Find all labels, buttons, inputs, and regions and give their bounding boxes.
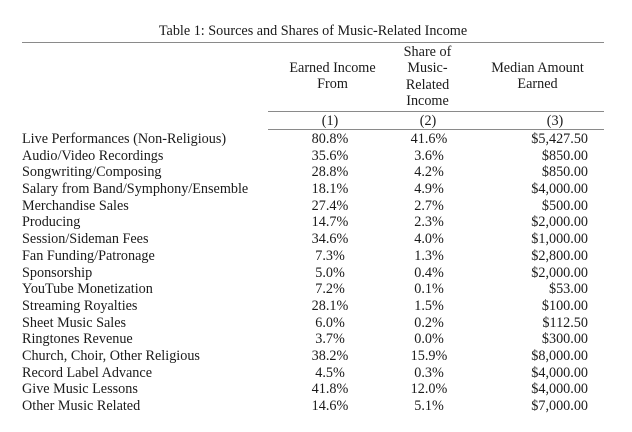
median-amount-value: $1,000.00: [531, 231, 588, 248]
table-row: [0, 348, 632, 365]
row-label: Streaming Royalties: [22, 297, 138, 314]
share-value: 0.2%: [414, 314, 444, 331]
row-label: Ringtones Revenue: [22, 331, 133, 348]
earned-income-value: 14.7%: [311, 214, 349, 231]
share-value: 4.0%: [414, 231, 444, 248]
earned-income-value: 34.6%: [311, 231, 349, 248]
earned-income-value: 7.3%: [315, 247, 345, 264]
column-number-2: (2): [419, 113, 437, 129]
share-value: 2.7%: [414, 197, 444, 214]
share-value: 2.3%: [414, 214, 444, 231]
share-value: 1.5%: [414, 297, 444, 314]
earned-income-value: 27.4%: [311, 197, 349, 214]
row-label: Sponsorship: [22, 264, 93, 281]
row-label: Merchandise Sales: [22, 197, 129, 214]
table-row: [0, 315, 632, 332]
table-row: [0, 331, 632, 348]
share-value: 12.0%: [410, 381, 448, 398]
row-label: Record Label Advance: [22, 364, 152, 381]
share-value: 5.1%: [414, 398, 444, 414]
earned-income-value: 14.6%: [311, 398, 349, 414]
table-row: [0, 248, 632, 265]
median-amount-value: $850.00: [541, 164, 588, 181]
share-value: 0.0%: [414, 331, 444, 348]
share-value: 4.2%: [414, 164, 444, 181]
row-label: Sheet Music Sales: [22, 314, 127, 331]
row-label: Fan Funding/Patronage: [22, 247, 155, 264]
median-amount-value: $7,000.00: [531, 398, 588, 414]
header-line: Income: [406, 93, 449, 110]
column-number-rule: [268, 129, 604, 130]
header-line: Share of: [403, 44, 452, 60]
median-amount-value: $4,000.00: [531, 181, 588, 198]
header-line: Related: [405, 76, 450, 93]
median-amount-value: $850.00: [541, 147, 588, 164]
table-row: [0, 381, 632, 398]
header-rule: [268, 111, 604, 112]
header-line: Median Amount: [491, 60, 584, 76]
row-label: YouTube Monetization: [22, 281, 153, 298]
earned-income-value: 28.1%: [311, 297, 349, 314]
header-line: Music-: [407, 60, 448, 77]
row-label: Other Music Related: [22, 398, 141, 414]
earned-income-value: 18.1%: [311, 181, 349, 198]
earned-income-value: 5.0%: [315, 264, 345, 281]
table-body: [0, 131, 632, 415]
header-line: From: [317, 76, 348, 93]
earned-income-value: 80.8%: [311, 131, 349, 147]
header-share-of-income: [390, 44, 465, 110]
earned-income-value: 6.0%: [315, 314, 345, 331]
median-amount-value: $4,000.00: [531, 364, 588, 381]
table-row: [0, 398, 632, 415]
row-label: Church, Choir, Other Religious: [22, 347, 200, 364]
median-amount-value: $4,000.00: [531, 381, 588, 398]
median-amount-value: $2,800.00: [531, 247, 588, 264]
earned-income-value: 41.8%: [311, 381, 349, 398]
table-row: [0, 181, 632, 198]
median-amount-value: $8,000.00: [531, 347, 588, 364]
share-value: 4.9%: [414, 181, 444, 198]
median-amount-value: $5,427.50: [531, 131, 588, 147]
earned-income-value: 38.2%: [311, 347, 349, 364]
header-line: Earned: [517, 76, 558, 93]
median-amount-value: $100.00: [541, 297, 588, 314]
earned-income-value: 3.7%: [315, 331, 345, 348]
table-row: [0, 265, 632, 282]
row-label: Audio/Video Recordings: [22, 147, 164, 164]
table-row: [0, 365, 632, 382]
table-row: [0, 198, 632, 215]
share-value: 1.3%: [414, 247, 444, 264]
table-row: [0, 164, 632, 181]
row-label: Live Performances (Non-Religious): [22, 131, 227, 147]
median-amount-value: $112.50: [542, 314, 588, 331]
top-rule: [22, 42, 604, 43]
table-row: [0, 131, 632, 148]
earned-income-value: 28.8%: [311, 164, 349, 181]
column-number-1: (1): [321, 113, 339, 129]
share-value: 0.1%: [414, 281, 444, 298]
share-value: 0.4%: [414, 264, 444, 281]
table-row: [0, 281, 632, 298]
earned-income-value: 4.5%: [315, 364, 345, 381]
median-amount-value: $53.00: [548, 281, 588, 298]
row-label: Give Music Lessons: [22, 381, 138, 398]
share-value: 15.9%: [410, 347, 448, 364]
earned-income-value: 7.2%: [315, 281, 345, 298]
header-median-amount: [475, 60, 600, 93]
earned-income-value: 35.6%: [311, 147, 349, 164]
share-value: 41.6%: [410, 131, 448, 147]
row-label: Session/Sideman Fees: [22, 231, 149, 248]
column-number-3: (3): [546, 113, 564, 129]
median-amount-value: $500.00: [541, 197, 588, 214]
table-caption: Table 1: Sources and Shares of Music-Related Income: [158, 23, 468, 39]
table-row: [0, 148, 632, 165]
median-amount-value: $300.00: [541, 331, 588, 348]
share-value: 3.6%: [414, 147, 444, 164]
header-line: Earned Income: [289, 60, 376, 76]
table-row: [0, 298, 632, 315]
row-label: Songwriting/Composing: [22, 164, 162, 181]
row-label: Producing: [22, 214, 81, 231]
table-row: [0, 231, 632, 248]
median-amount-value: $2,000.00: [531, 214, 588, 231]
table-row: [0, 214, 632, 231]
header-earned-income: [270, 60, 395, 93]
share-value: 0.3%: [414, 364, 444, 381]
median-amount-value: $2,000.00: [531, 264, 588, 281]
row-label: Salary from Band/Symphony/Ensemble: [22, 181, 249, 198]
